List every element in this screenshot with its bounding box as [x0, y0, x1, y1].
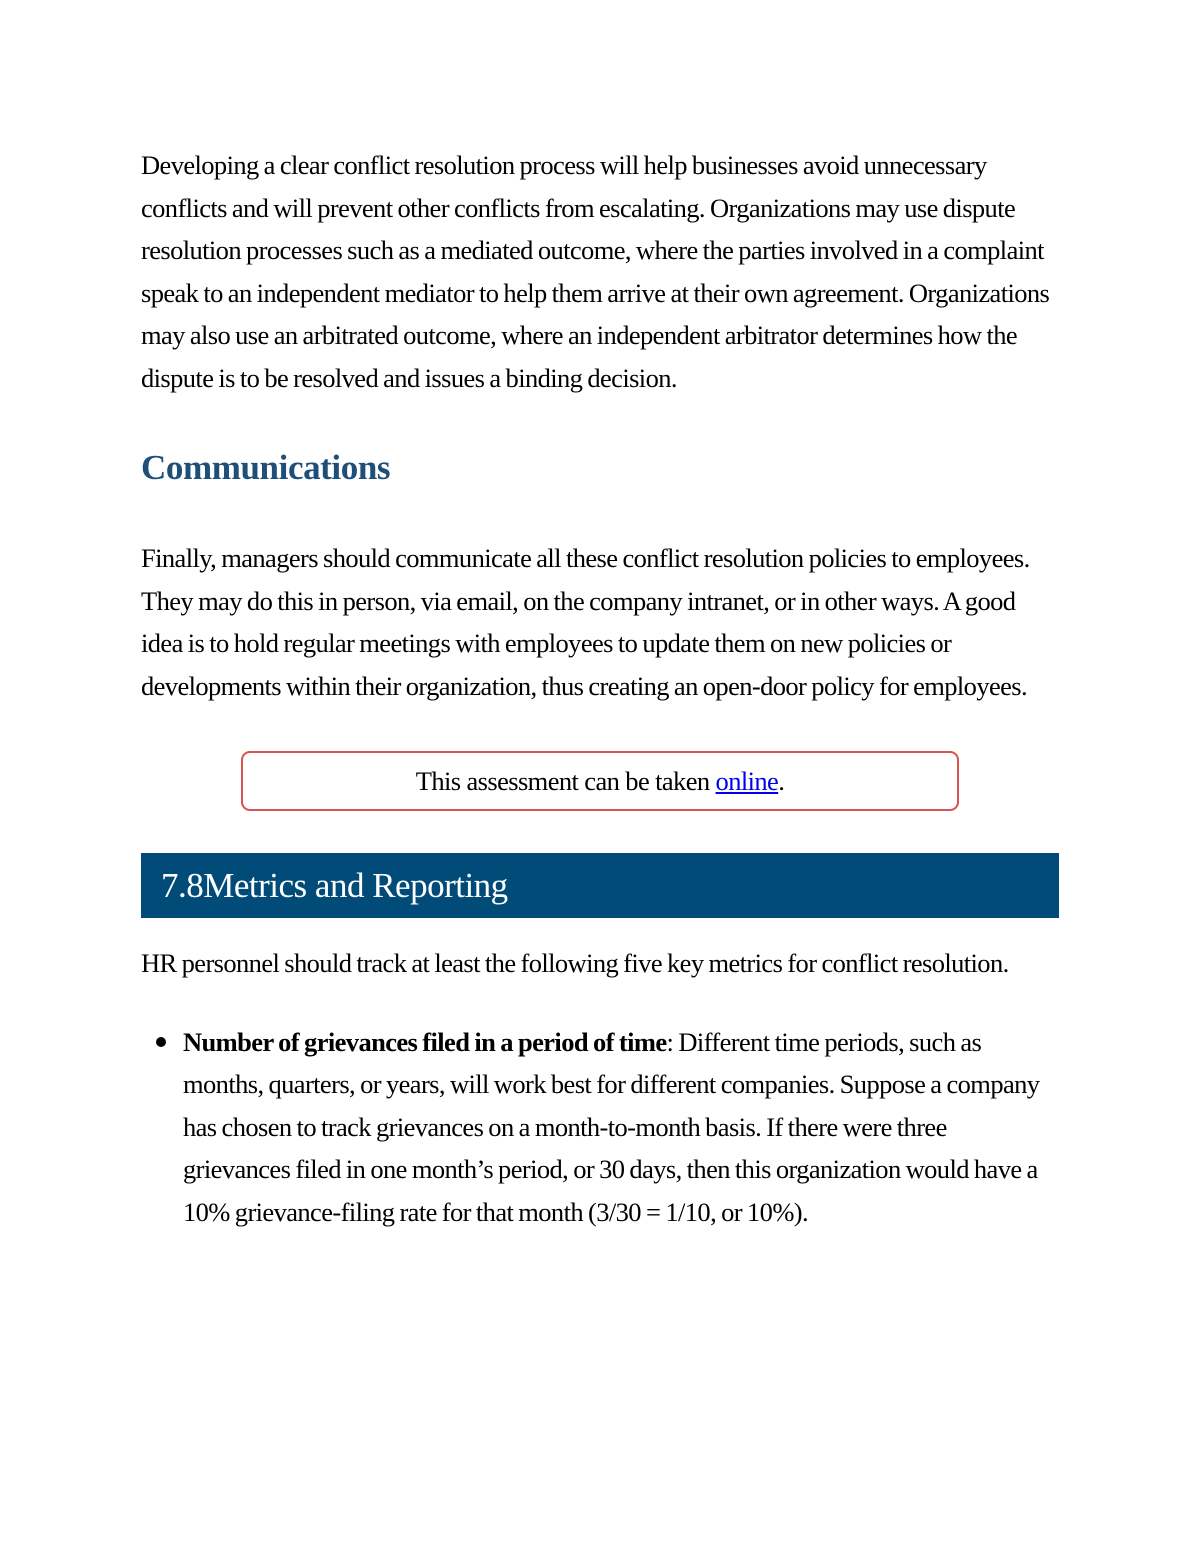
metrics-list	[141, 1021, 1059, 1234]
intro-paragraph: Developing a clear conflict resolution process will help businesses avoid unnecessary conflicts and will prevent other conflicts from escalating. Organizations may use dispute resolution processes such as a mediated outcome, where the parties involved in a complaint speak to an independent mediator to help them arrive at their own agreement. Organizations may also use an arbitrated outcome, where an independent arbitrator determines how the dispute is to be resolved and issues a binding decision.	[141, 150, 1050, 393]
metric-separator: :	[666, 1026, 674, 1057]
callout-text	[416, 766, 784, 797]
metric-term: Number of grievances filed in a period of time	[183, 1026, 667, 1057]
callout-text-after: .	[778, 765, 785, 796]
bullet-icon	[156, 1037, 166, 1047]
callout-text-before: This assessment can be taken	[415, 765, 716, 796]
online-link[interactable]: online	[715, 765, 779, 796]
metric-description: Different time periods, such as months, quarters, or years, will work best for different companies. Suppose a company has chosen to track grievances on a month-to-month basis. If there were three grievances filed in one month’s period, or 30 days, then this organization would have a 10% grievance-filing rate for that month (3/30 = 1/10, or 10%).	[183, 1026, 1040, 1227]
metrics-intro-paragraph: HR personnel should track at least the following five key metrics for conflict resolution.	[141, 948, 1009, 978]
communications-heading: Communications	[141, 448, 391, 487]
section-number: 7.8	[161, 866, 204, 905]
assessment-callout	[241, 751, 959, 811]
list-item	[183, 1021, 1059, 1234]
section-title: Metrics and Reporting	[203, 866, 508, 905]
document-page	[141, 144, 1059, 1233]
communications-paragraph: Finally, managers should communicate all these conflict resolution policies to employees. They may do this in person, via email, on the company intranet, or in other ways. A good idea is to hold regular meetings with employees to update them on new policies or developments within their organization, thus creating an open-door policy for employees.	[141, 543, 1030, 701]
metrics-section-banner	[141, 853, 1059, 918]
